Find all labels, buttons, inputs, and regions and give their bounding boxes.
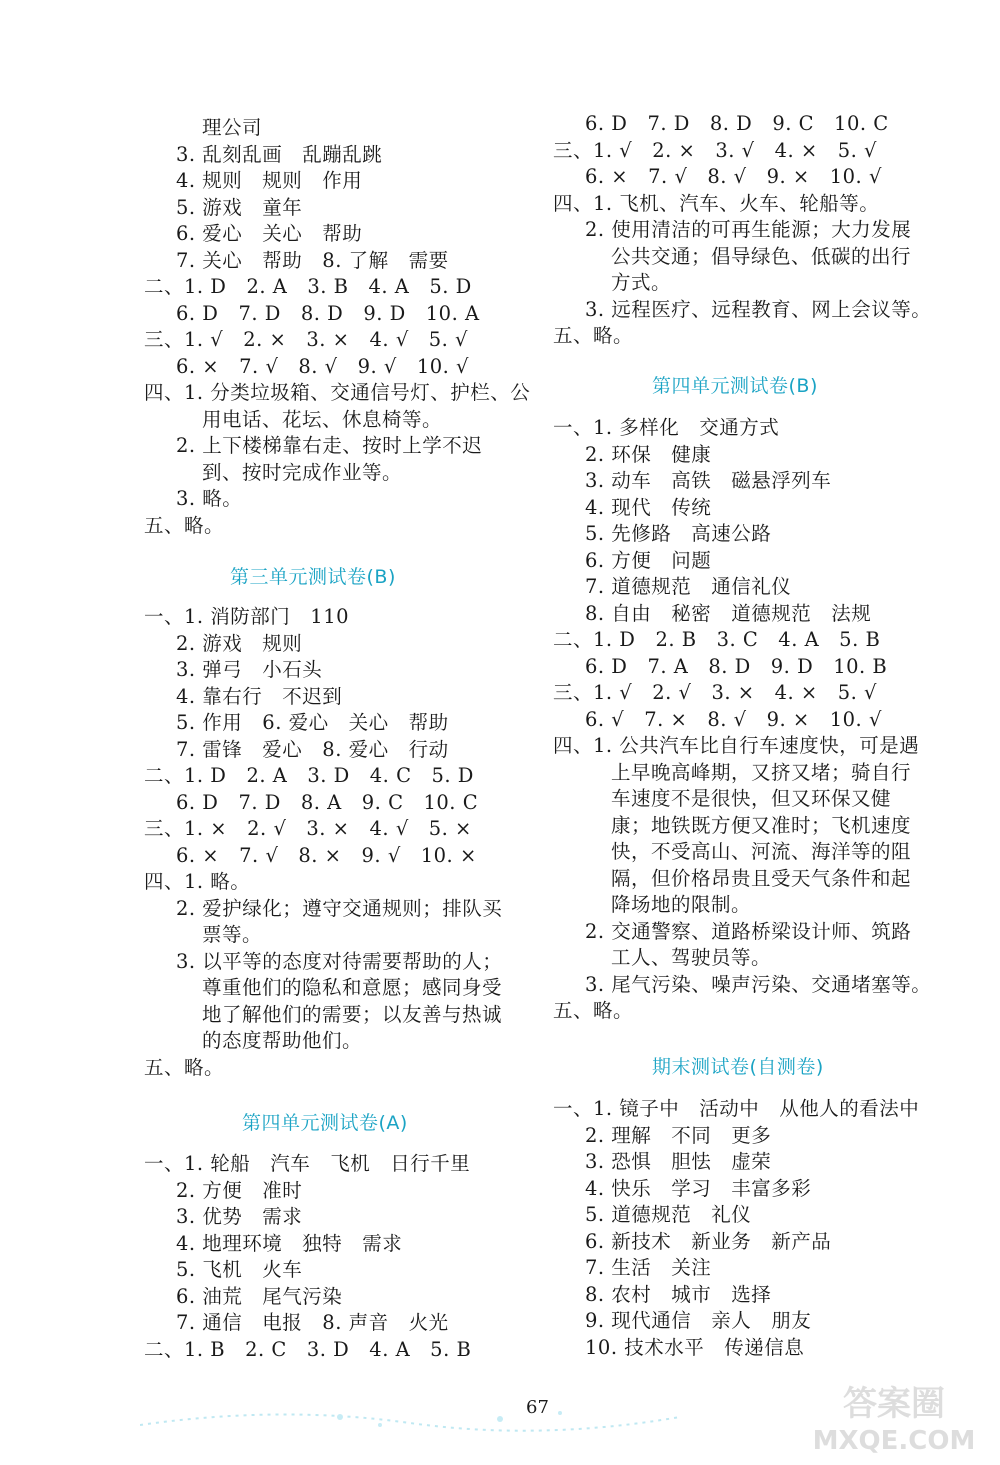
answer-line: 5. 作用 6. 爱心 关心 帮助 [176,711,449,734]
answer-line: 3. 远程医疗、远程教育、网上会议等。 [585,297,932,321]
answer-line: 二、1. D 2. A 3. B 4. A 5. D [144,275,472,298]
answer-line: 6. D 7. D 8. A 9. C 10. C [176,790,479,814]
answer-line: 5. 道德规范 礼仪 [585,1203,752,1226]
footer-dots-decoration [140,1395,680,1435]
answer-line: 一、1. 镜子中 活动中 从他人的看法中 [553,1097,920,1120]
answer-line: 6. × 7. √ 8. √ 9. × 10. √ [585,165,882,188]
answer-line: 一、1. 轮船 汽车 飞机 日行千里 [144,1152,471,1175]
answer-line: 四、1. 略。 [144,870,251,893]
answer-line: 6. 新技术 新业务 新产品 [585,1229,832,1253]
svg-text:MXQE.COM: MXQE.COM [812,1426,976,1456]
answer-line: 二、1. D 2. A 3. D 4. C 5. D [144,764,474,787]
answer-line: 五、略。 [144,1055,225,1079]
answer-line: 公共交通；倡导绿色、低碳的出行 [611,244,912,268]
answer-line: 7. 通信 电报 8. 声音 火光 [176,1311,449,1334]
answer-line: 理公司 [202,116,263,139]
answer-line: 2. 理解 不同 更多 [585,1123,772,1147]
answer-line: 3. 略。 [176,487,243,510]
answer-line: 2. 爱护绿化；遵守交通规则；排队买 [176,896,503,920]
answer-line: 3. 恐惧 胆怯 虚荣 [585,1150,772,1173]
watermark-logo [794,1377,994,1457]
answer-line: 6. √ 7. × 8. √ 9. × 10. √ [585,707,882,731]
answer-line: 一、1. 多样化 交通方式 [553,416,780,439]
answer-line: 3. 弹弓 小石头 [176,658,323,681]
answer-line: 五、略。 [144,513,225,537]
answer-line: 快，不受高山、河流、海洋等的阻 [611,840,912,863]
answer-line: 6. D 7. A 8. D 9. D 10. B [585,654,888,678]
section-heading-final-test: 期末测试卷(自测卷) [652,1056,824,1078]
answer-line: 车速度不是很快，但又环保又健 [611,787,892,810]
answer-line: 7. 关心 帮助 8. 了解 需要 [176,248,449,272]
answer-line: 3. 动车 高铁 磁悬浮列车 [585,469,832,492]
answer-line: 7. 雷锋 爱心 8. 爱心 行动 [176,737,449,761]
answer-line: 一、1. 消防部门 110 [144,605,350,628]
answer-line: 5. 飞机 火车 [176,1258,303,1281]
answer-line: 4. 靠右行 不迟到 [176,684,343,708]
svg-text:答案圈: 答案圈 [843,1384,945,1424]
answer-line: 4. 快乐 学习 丰富多彩 [585,1176,812,1200]
answer-line: 三、1. √ 2. × 3. √ 4. × 5. √ [553,138,877,162]
answer-line: 6. 油荒 尾气污染 [176,1284,343,1308]
answer-line: 2. 上下楼梯靠右走、按时上学不迟 [176,434,483,457]
answer-line: 2. 方便 准时 [176,1178,303,1202]
answer-line: 康；地铁既方便又准时；飞机速度 [611,813,912,837]
answer-line: 7. 道德规范 通信礼仪 [585,575,792,598]
answer-line: 4. 现代 传统 [585,495,712,519]
answer-line: 8. 农村 城市 选择 [585,1282,772,1306]
answer-line: 到、按时完成作业等。 [202,460,403,484]
answer-line: 9. 现代通信 亲人 朋友 [585,1309,812,1332]
answer-line: 5. 先修路 高速公路 [585,522,772,545]
answer-line: 2. 交通警察、道路桥梁设计师、筑路 [585,919,912,943]
answer-line: 3. 乱刻乱画 乱蹦乱跳 [176,142,383,166]
answer-line: 用电话、花坛、休息椅等。 [202,407,443,431]
answer-line: 地了解他们的需要；以友善与热诚 [202,1002,503,1026]
answer-line: 10. 技术水平 传递信息 [585,1335,805,1359]
section-heading-unit4-b: 第四单元测试卷(B) [652,375,818,397]
answer-line: 2. 使用清洁的可再生能源；大力发展 [585,218,912,241]
answer-line: 2. 环保 健康 [585,442,712,466]
page-number: 67 [526,1397,549,1418]
answer-line: 四、1. 分类垃圾箱、交通信号灯、护栏、公 [144,381,531,404]
answer-line: 7. 生活 关注 [585,1256,712,1279]
answer-line: 4. 地理环境 独特 需求 [176,1231,403,1255]
answer-line: 6. × 7. √ 8. × 9. √ 10. × [176,843,477,867]
answer-line: 5. 游戏 童年 [176,195,303,219]
answer-line: 2. 游戏 规则 [176,631,303,655]
answer-line: 8. 自由 秘密 道德规范 法规 [585,601,872,625]
answer-line: 6. 方便 问题 [585,548,712,572]
answer-line: 三、1. × 2. √ 3. × 4. √ 5. × [144,817,472,840]
answer-line: 4. 规则 规则 作用 [176,169,363,192]
answer-line: 降场地的限制。 [611,893,752,916]
answer-line: 五、略。 [553,324,634,347]
answer-line: 3. 尾气污染、噪声污染、交通堵塞等。 [585,972,932,996]
answer-line: 五、略。 [553,999,634,1022]
answer-line: 二、1. B 2. C 3. D 4. A 5. B [144,1337,472,1361]
answer-line: 上早晚高峰期，又挤又堵；骑自行 [611,760,912,784]
answer-line: 工人、驾驶员等。 [611,946,772,969]
answer-line: 方式。 [611,271,672,294]
answer-line: 二、1. D 2. B 3. C 4. A 5. B [553,628,881,651]
answer-line: 6. 爱心 关心 帮助 [176,222,363,245]
answer-line: 三、1. √ 2. × 3. × 4. √ 5. √ [144,328,468,351]
answer-line: 3. 优势 需求 [176,1205,303,1228]
answer-line: 6. D 7. D 8. D 9. C 10. C [585,112,889,135]
section-heading-unit3-b: 第三单元测试卷(B) [230,566,396,588]
answer-line: 三、1. √ 2. √ 3. × 4. × 5. √ [553,681,877,704]
answer-line: 票等。 [202,923,263,946]
answer-line: 的态度帮助他们。 [202,1029,363,1052]
answer-line: 四、1. 飞机、汽车、火车、轮船等。 [553,191,880,215]
answer-line: 尊重他们的隐私和意愿；感同身受 [202,976,503,999]
answer-line: 四、1. 公共汽车比自行车速度快，可是遇 [553,734,920,757]
section-heading-unit4-a: 第四单元测试卷(A) [242,1112,408,1134]
answer-line: 隔，但价格昂贵且受天气条件和起 [611,866,912,890]
answer-line: 6. D 7. D 8. D 9. D 10. A [176,301,480,325]
answer-line: 3. 以平等的态度对待需要帮助的人； [176,949,503,973]
answer-line: 6. × 7. √ 8. √ 9. √ 10. √ [176,354,469,378]
